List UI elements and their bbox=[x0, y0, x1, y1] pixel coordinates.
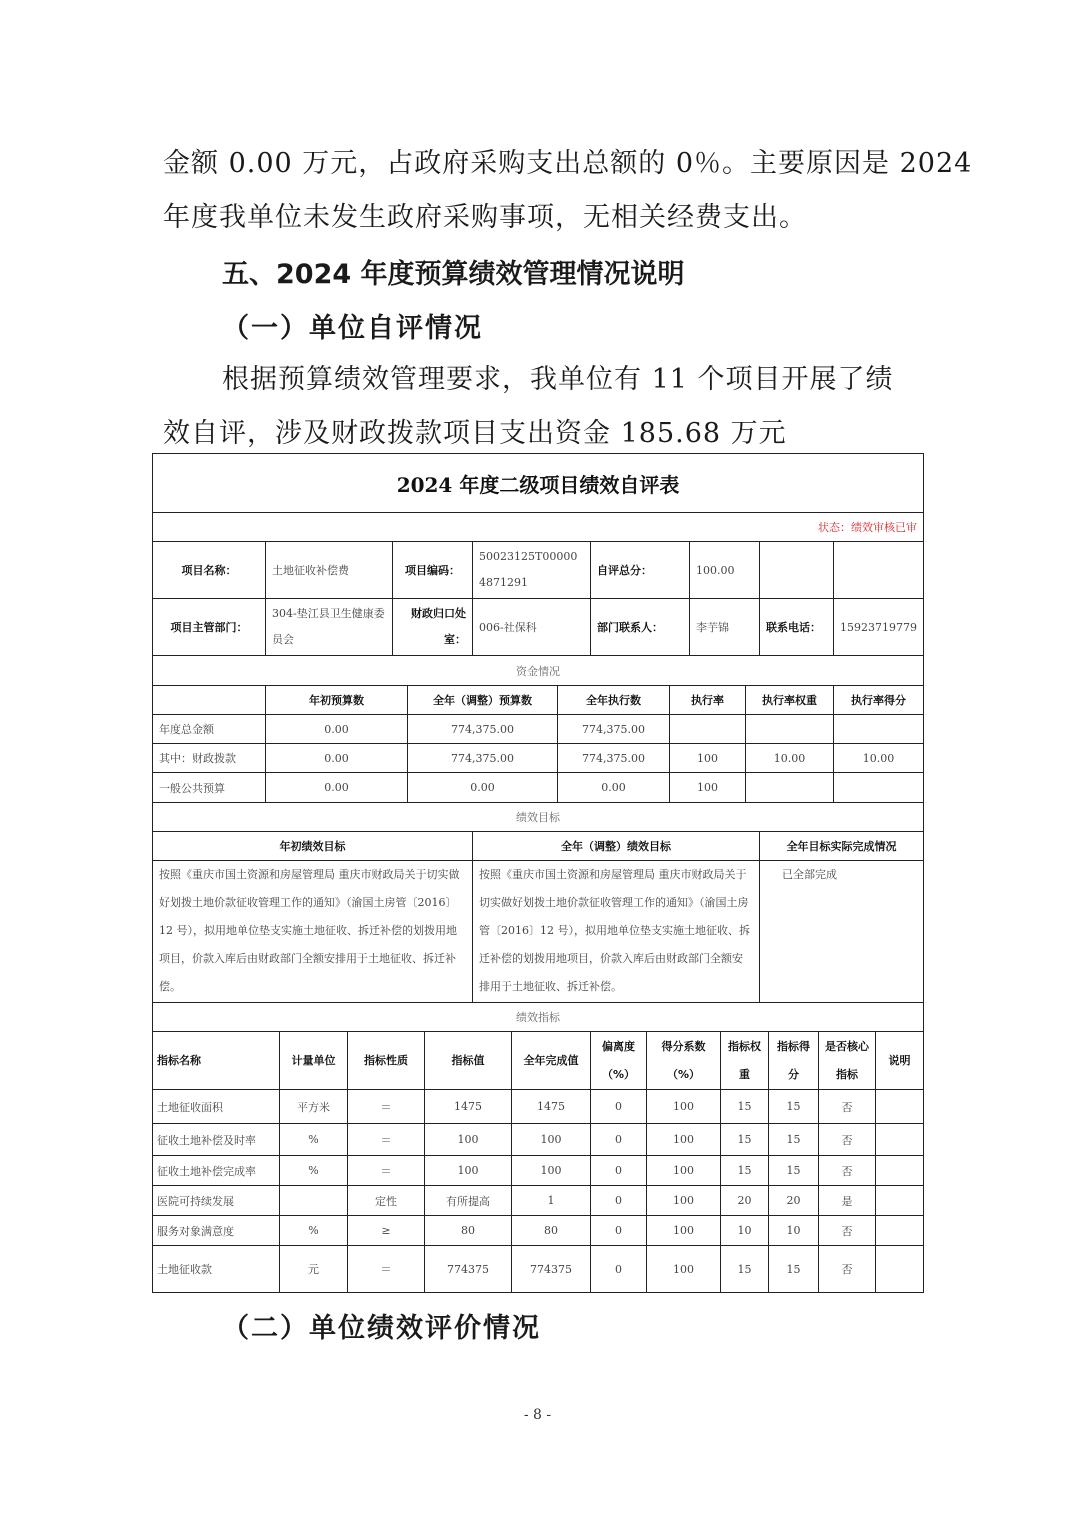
cell-value: 元 bbox=[280, 1246, 348, 1293]
indicator-header: 偏离度（%） bbox=[591, 1032, 647, 1090]
cell-value: 15 bbox=[769, 1246, 819, 1293]
indicator-name: 土地征收面积 bbox=[153, 1090, 280, 1124]
indicator-header: 计量单位 bbox=[280, 1032, 348, 1090]
empty-cell bbox=[760, 542, 834, 599]
cell-value: 0.00 bbox=[558, 773, 670, 803]
completion-text: 已全部完成 bbox=[760, 861, 924, 1003]
cell-value: 80 bbox=[512, 1216, 591, 1246]
cell-value: % bbox=[280, 1124, 348, 1156]
indicator-name: 征收土地补偿及时率 bbox=[153, 1124, 280, 1156]
cell-value: 100 bbox=[425, 1156, 512, 1186]
cell-value bbox=[834, 773, 924, 803]
finance-value: 006-社保科 bbox=[473, 599, 591, 656]
cell-value: 0 bbox=[591, 1186, 647, 1216]
cell-value: 100 bbox=[425, 1124, 512, 1156]
contact-value: 李芋锦 bbox=[690, 599, 760, 656]
cell-value: 0 bbox=[591, 1090, 647, 1124]
section-heading: 五、2024 年度预算绩效管理情况说明 bbox=[222, 259, 685, 290]
goals-header: 年初绩效目标 bbox=[153, 832, 473, 861]
indicator-name: 医院可持续发展 bbox=[153, 1186, 280, 1216]
table-row bbox=[153, 1246, 924, 1293]
subsection-heading: （一）单位自评情况 bbox=[222, 313, 483, 344]
cell-value: 15 bbox=[769, 1156, 819, 1186]
cell-value: 15 bbox=[769, 1090, 819, 1124]
cell-value: 20 bbox=[769, 1186, 819, 1216]
cell-value: 15 bbox=[721, 1156, 769, 1186]
indicator-header: 指标值 bbox=[425, 1032, 512, 1090]
cell-value: 100 bbox=[670, 744, 746, 773]
page-number: - 8 - bbox=[523, 1407, 552, 1423]
status-label: 状态：绩效审核已审 bbox=[153, 513, 924, 542]
indicators-table bbox=[152, 1002, 924, 1293]
cell-value: 是 bbox=[819, 1186, 876, 1216]
indicators-section-title: 绩效指标 bbox=[153, 1003, 924, 1032]
indicator-header: 指标性质 bbox=[348, 1032, 425, 1090]
table-title: 2024 年度二级项目绩效自评表 bbox=[153, 454, 924, 513]
cell-value: 100 bbox=[647, 1124, 721, 1156]
cell-value: 100 bbox=[647, 1246, 721, 1293]
indicator-header: 全年完成值 bbox=[512, 1032, 591, 1090]
cell-value: 100 bbox=[670, 773, 746, 803]
cell-value: 有所提高 bbox=[425, 1186, 512, 1216]
cell-value: 0 bbox=[591, 1156, 647, 1186]
funds-table bbox=[152, 655, 924, 803]
funds-header: 执行率 bbox=[670, 686, 746, 715]
cell-value: 10.00 bbox=[746, 744, 834, 773]
cell-value: 100 bbox=[512, 1124, 591, 1156]
cell-value: 0 bbox=[591, 1216, 647, 1246]
cell-value bbox=[834, 715, 924, 744]
table-row bbox=[153, 1124, 924, 1156]
table-row bbox=[153, 1156, 924, 1186]
table-row bbox=[153, 773, 924, 803]
table-row bbox=[153, 744, 924, 773]
cell-value: ≥ bbox=[348, 1216, 425, 1246]
project-code-label: 项目编码： bbox=[393, 542, 473, 599]
row-label: 年度总金额 bbox=[153, 715, 266, 744]
indicator-header: 说明 bbox=[876, 1032, 924, 1090]
goals-table bbox=[152, 802, 924, 1003]
funds-header bbox=[153, 686, 266, 715]
cell-value: 80 bbox=[425, 1216, 512, 1246]
indicator-header: 得分系数（%） bbox=[647, 1032, 721, 1090]
cell-value: 774,375.00 bbox=[558, 744, 670, 773]
indicator-header: 指标权重 bbox=[721, 1032, 769, 1090]
phone-value: 15923719779 bbox=[834, 599, 924, 656]
cell-value: 否 bbox=[819, 1090, 876, 1124]
row-label: 一般公共预算 bbox=[153, 773, 266, 803]
cell-value bbox=[876, 1216, 924, 1246]
table-row bbox=[153, 715, 924, 744]
cell-value: 0.00 bbox=[266, 744, 408, 773]
cell-value: 100 bbox=[647, 1216, 721, 1246]
cell-value: 100 bbox=[647, 1186, 721, 1216]
cell-value: 774,375.00 bbox=[408, 744, 558, 773]
cell-value: ＝ bbox=[348, 1124, 425, 1156]
cell-value: 10.00 bbox=[834, 744, 924, 773]
paragraph-line: 金额 0.00 万元，占政府采购支出总额的 0％。主要原因是 2024 bbox=[163, 148, 973, 179]
indicator-header: 指标得分 bbox=[769, 1032, 819, 1090]
table-row bbox=[153, 1216, 924, 1246]
paragraph-line: 年度我单位未发生政府采购事项，无相关经费支出。 bbox=[163, 202, 807, 233]
cell-value: 平方米 bbox=[280, 1090, 348, 1124]
cell-value bbox=[876, 1186, 924, 1216]
cell-value bbox=[746, 715, 834, 744]
subsection-heading: （二）单位绩效评价情况 bbox=[222, 1313, 541, 1344]
cell-value: 10 bbox=[721, 1216, 769, 1246]
cell-value: 0.00 bbox=[266, 773, 408, 803]
cell-value: 20 bbox=[721, 1186, 769, 1216]
cell-value: 0.00 bbox=[408, 773, 558, 803]
score-label: 自评总分： bbox=[591, 542, 690, 599]
cell-value: 0.00 bbox=[266, 715, 408, 744]
cell-value bbox=[280, 1186, 348, 1216]
cell-value: 10 bbox=[769, 1216, 819, 1246]
indicator-header: 指标名称 bbox=[153, 1032, 280, 1090]
cell-value: 15 bbox=[721, 1124, 769, 1156]
cell-value: 0 bbox=[591, 1124, 647, 1156]
dept-label: 项目主管部门： bbox=[153, 599, 266, 656]
goals-header: 全年（调整）绩效目标 bbox=[473, 832, 760, 861]
cell-value: 774375 bbox=[425, 1246, 512, 1293]
empty-cell bbox=[834, 542, 924, 599]
cell-value bbox=[876, 1090, 924, 1124]
initial-goal-text: 按照《重庆市国土资源和房屋管理局 重庆市财政局关于切实做好划拨土地价款征收管理工作的通知》（渝国土房管〔2016〕12 号），拟用地单位垫支实施土地征收、拆迁补偿的划拨用地项目，价款入库后由财政部门全额安排用于土地征收、拆迁补偿。 bbox=[153, 861, 473, 1003]
phone-label: 联系电话： bbox=[760, 599, 834, 656]
cell-value: 否 bbox=[819, 1124, 876, 1156]
funds-header: 全年执行数 bbox=[558, 686, 670, 715]
paragraph-line: 效自评，涉及财政拨款项目支出资金 185.68 万元 bbox=[163, 418, 787, 449]
funds-header: 执行率得分 bbox=[834, 686, 924, 715]
cell-value bbox=[670, 715, 746, 744]
cell-value: 100 bbox=[647, 1156, 721, 1186]
funds-section-title: 资金情况 bbox=[153, 656, 924, 686]
row-label: 其中：财政拨款 bbox=[153, 744, 266, 773]
project-name-label: 项目名称： bbox=[153, 542, 266, 599]
indicator-name: 服务对象满意度 bbox=[153, 1216, 280, 1246]
contact-label: 部门联系人： bbox=[591, 599, 690, 656]
score-value: 100.00 bbox=[690, 542, 760, 599]
cell-value: 15 bbox=[769, 1124, 819, 1156]
cell-value: 774375 bbox=[512, 1246, 591, 1293]
cell-value: 1475 bbox=[425, 1090, 512, 1124]
table-row bbox=[153, 1186, 924, 1216]
paragraph-line: 根据预算绩效管理要求，我单位有 11 个项目开展了绩 bbox=[222, 364, 894, 395]
funds-header: 全年（调整）预算数 bbox=[408, 686, 558, 715]
cell-value: % bbox=[280, 1156, 348, 1186]
self-evaluation-table bbox=[152, 453, 924, 656]
cell-value: ＝ bbox=[348, 1246, 425, 1293]
cell-value: 100 bbox=[647, 1090, 721, 1124]
funds-header: 执行率权重 bbox=[746, 686, 834, 715]
cell-value: 否 bbox=[819, 1246, 876, 1293]
indicator-header: 是否核心指标 bbox=[819, 1032, 876, 1090]
cell-value: 0 bbox=[591, 1246, 647, 1293]
cell-value: 774,375.00 bbox=[558, 715, 670, 744]
cell-value: ＝ bbox=[348, 1156, 425, 1186]
cell-value: 100 bbox=[512, 1156, 591, 1186]
goals-header: 全年目标实际完成情况 bbox=[760, 832, 924, 861]
cell-value: 定性 bbox=[348, 1186, 425, 1216]
dept-value: 304-垫江县卫生健康委员会 bbox=[266, 599, 393, 656]
cell-value: 15 bbox=[721, 1246, 769, 1293]
project-name-value: 土地征收补偿费 bbox=[266, 542, 393, 599]
cell-value: 1475 bbox=[512, 1090, 591, 1124]
indicator-name: 征收土地补偿完成率 bbox=[153, 1156, 280, 1186]
funds-header: 年初预算数 bbox=[266, 686, 408, 715]
cell-value: 否 bbox=[819, 1156, 876, 1186]
cell-value: % bbox=[280, 1216, 348, 1246]
cell-value: 774,375.00 bbox=[408, 715, 558, 744]
cell-value: 否 bbox=[819, 1216, 876, 1246]
cell-value: 1 bbox=[512, 1186, 591, 1216]
table-row bbox=[153, 1090, 924, 1124]
cell-value bbox=[876, 1156, 924, 1186]
indicator-name: 土地征收款 bbox=[153, 1246, 280, 1293]
finance-label: 财政归口处室： bbox=[393, 599, 473, 656]
goals-section-title: 绩效目标 bbox=[153, 803, 924, 832]
cell-value: 15 bbox=[721, 1090, 769, 1124]
cell-value bbox=[876, 1124, 924, 1156]
cell-value bbox=[746, 773, 834, 803]
adjusted-goal-text: 按照《重庆市国土资源和房屋管理局 重庆市财政局关于切实做好划拨土地价款征收管理工作的通知》（渝国土房管〔2016〕12 号），拟用地单位垫支实施土地征收、拆迁补偿的划拨用地项目，价款入库后由财政部门全额安排用于土地征收、拆迁补偿。 bbox=[473, 861, 760, 1003]
cell-value bbox=[876, 1246, 924, 1293]
project-code-value: 50023125T000004871291 bbox=[473, 542, 591, 599]
cell-value: ＝ bbox=[348, 1090, 425, 1124]
